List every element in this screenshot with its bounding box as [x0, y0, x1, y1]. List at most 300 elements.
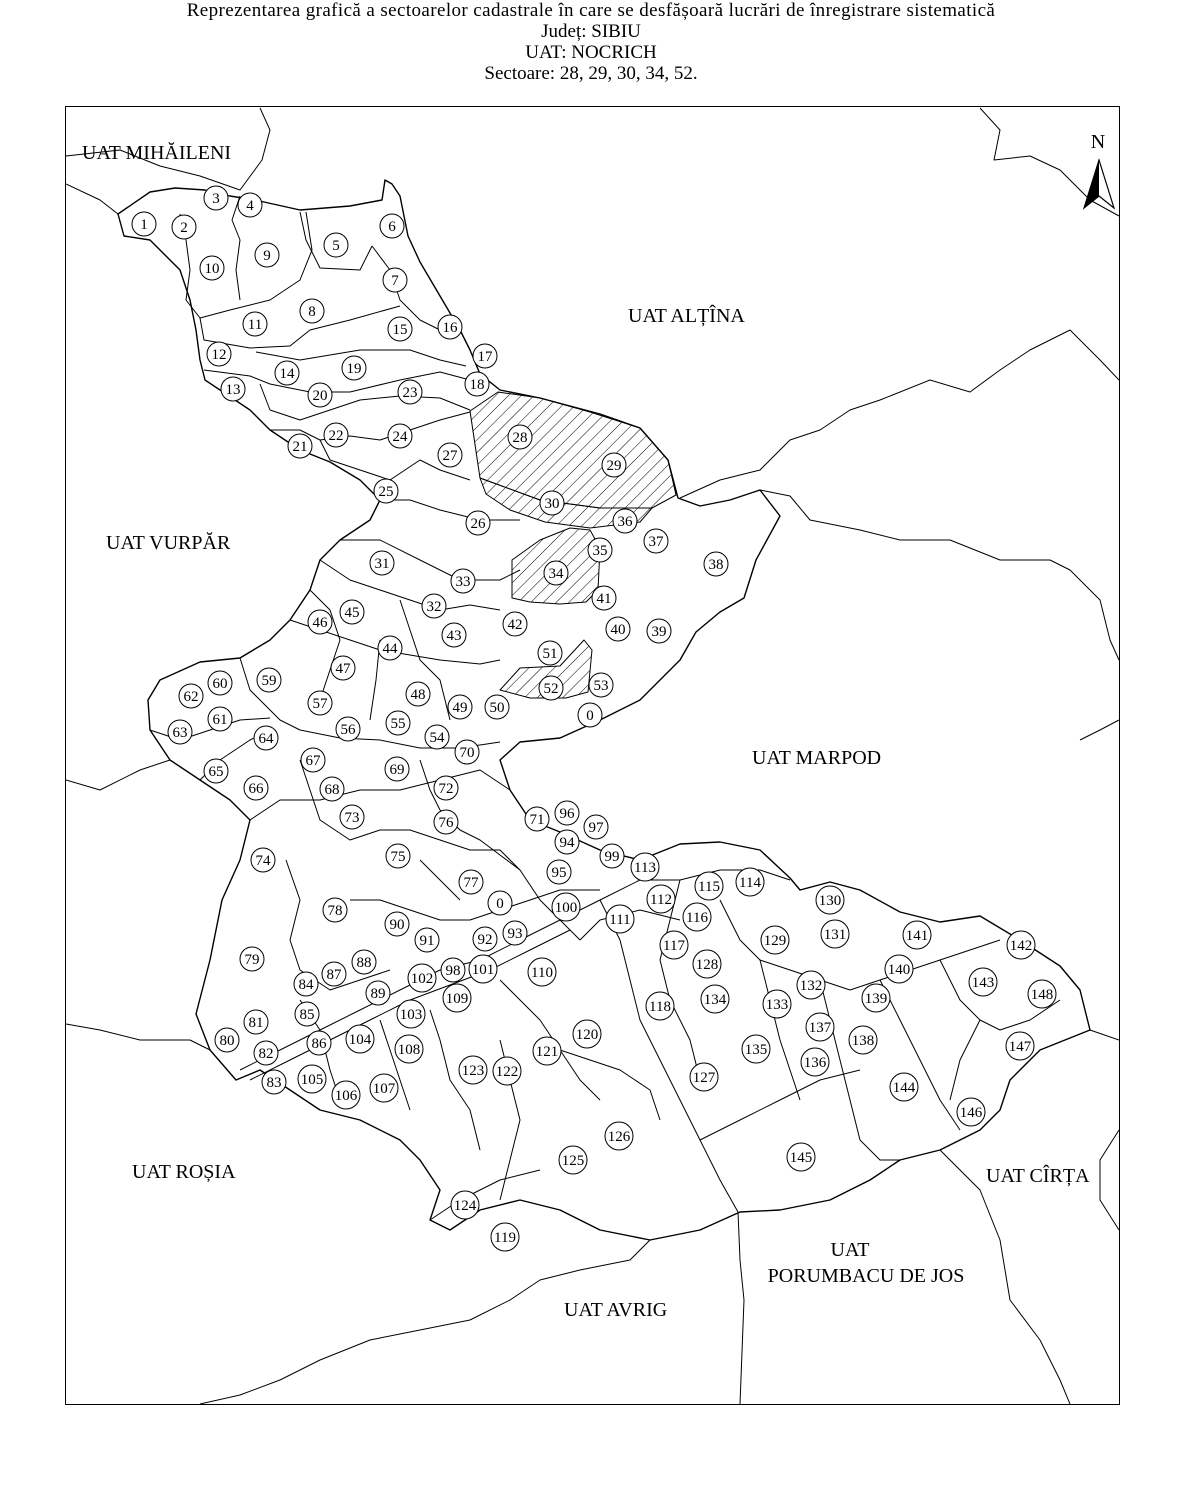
sector-143	[969, 968, 997, 996]
sector-number: 64	[258, 731, 274, 747]
sector-number: 137	[808, 1020, 832, 1036]
sector-number: 51	[542, 646, 558, 662]
sector-number: 139	[864, 991, 888, 1007]
sector-number: 13	[225, 382, 241, 398]
sector-86	[307, 1031, 331, 1055]
sector-115	[695, 872, 723, 900]
sector-113	[631, 853, 659, 881]
sector-number: 141	[905, 928, 929, 944]
sector-76	[434, 810, 458, 834]
sector-11	[243, 312, 267, 336]
sector-number: 127	[692, 1070, 716, 1086]
sector-138	[849, 1026, 877, 1054]
sector-number: 55	[390, 716, 406, 732]
sector-number: 88	[356, 955, 372, 971]
sector-130	[816, 886, 844, 914]
sector-22	[324, 423, 348, 447]
sector-89	[366, 981, 390, 1005]
sector-41	[592, 586, 616, 610]
sector-number: 128	[695, 957, 719, 973]
sector-28	[508, 425, 532, 449]
sector-number: 144	[892, 1080, 916, 1096]
sector-105	[298, 1065, 326, 1093]
sector-134	[701, 985, 729, 1013]
sector-49	[448, 695, 472, 719]
sector-82	[254, 1041, 278, 1065]
sector-number: 29	[606, 458, 622, 474]
sector-number: 43	[446, 628, 462, 644]
sector-103	[397, 1000, 425, 1028]
sector-number: 72	[438, 781, 454, 797]
sector-80	[215, 1028, 239, 1052]
sector-8	[300, 299, 324, 323]
sector-number: 17	[477, 349, 493, 365]
sector-92	[473, 927, 497, 951]
sector-number: 23	[402, 385, 418, 401]
sector-95	[547, 860, 571, 884]
sector-30	[540, 491, 564, 515]
sector-number: 37	[648, 534, 664, 550]
sector-65	[204, 759, 228, 783]
sector-number: 49	[452, 700, 468, 716]
sector-36	[613, 509, 637, 533]
sector-46	[308, 610, 332, 634]
sector-number: 147	[1008, 1039, 1032, 1055]
sector-48	[406, 682, 430, 706]
sector-40	[606, 617, 630, 641]
sector-number: 27	[442, 448, 458, 464]
sector-number: 126	[607, 1129, 631, 1145]
sector-number: 65	[208, 764, 224, 780]
sector-number: 53	[593, 678, 609, 694]
sector-71	[525, 807, 549, 831]
sector-98	[441, 958, 465, 982]
sector-125	[559, 1146, 587, 1174]
sector-100	[552, 893, 580, 921]
neighbor-label-vurpar: UAT VURPĂR	[106, 532, 231, 554]
sector-number: 131	[823, 927, 847, 943]
sector-number: 145	[789, 1150, 813, 1166]
sector-number: 47	[335, 661, 351, 677]
sector-91	[415, 928, 439, 952]
sector-number: 44	[382, 641, 398, 657]
sector-number: 138	[851, 1033, 875, 1049]
sector-3	[204, 186, 228, 210]
sector-number: 107	[372, 1081, 396, 1097]
sector-number: 132	[799, 978, 823, 994]
sector-119	[491, 1223, 519, 1251]
sector-number: 26	[470, 516, 486, 532]
sector-123	[459, 1056, 487, 1084]
sector-20	[308, 383, 332, 407]
sector-136	[801, 1048, 829, 1076]
sector-59	[257, 668, 281, 692]
sector-140	[885, 955, 913, 983]
sector-90	[385, 912, 409, 936]
sector-number: 93	[507, 926, 523, 942]
sector-number: 148	[1030, 987, 1054, 1003]
sector-number: 130	[818, 893, 842, 909]
sector-number: 96	[559, 806, 575, 822]
sector-135	[742, 1035, 770, 1063]
sector-number: 34	[548, 566, 564, 582]
sector-number: 90	[389, 917, 405, 933]
sector-number: 36	[617, 514, 633, 530]
sector-93	[503, 921, 527, 945]
sector-number: 82	[258, 1046, 274, 1062]
sector-94	[555, 830, 579, 854]
sector-14	[275, 361, 299, 385]
neighbor-label-rosia: UAT ROȘIA	[132, 1161, 236, 1183]
sector-number: 98	[445, 963, 461, 979]
sector-18	[465, 372, 489, 396]
sector-9	[255, 243, 279, 267]
sector-78	[323, 898, 347, 922]
sector-number: 122	[495, 1064, 519, 1080]
sector-number: 19	[346, 361, 362, 377]
sector-number: 0	[496, 896, 504, 912]
neighbor-boundaries	[66, 108, 1119, 1404]
sector-number: 104	[348, 1032, 372, 1048]
sector-number: 63	[172, 725, 188, 741]
sector-116	[683, 903, 711, 931]
sector-number: 75	[390, 849, 406, 865]
sector-12	[207, 342, 231, 366]
sector-137	[806, 1013, 834, 1041]
sector-number: 28	[512, 430, 528, 446]
sector-64	[254, 726, 278, 750]
sector-66	[244, 776, 268, 800]
sector-number: 30	[544, 496, 560, 512]
sector-6	[380, 214, 404, 238]
sector-104	[346, 1025, 374, 1053]
sector-number: 4	[246, 198, 254, 214]
sector-133	[763, 990, 791, 1018]
sector-number: 62	[183, 689, 199, 705]
sector-number: 1	[140, 217, 148, 233]
sector-35	[588, 538, 612, 562]
sector-number: 112	[650, 892, 672, 908]
sector-number: 67	[305, 753, 321, 769]
sector-54	[425, 725, 449, 749]
sector-number: 135	[744, 1042, 768, 1058]
sector-42	[503, 612, 527, 636]
sector-number: 105	[300, 1072, 324, 1088]
sector-128	[693, 950, 721, 978]
sector-number: 35	[592, 543, 608, 559]
sector-126	[605, 1122, 633, 1150]
sector-number: 86	[311, 1036, 327, 1052]
sector-number: 85	[299, 1007, 315, 1023]
sector-number: 115	[698, 879, 720, 895]
sector-57	[308, 691, 332, 715]
sector-number: 110	[531, 965, 553, 981]
sector-88	[352, 950, 376, 974]
sector-number: 22	[328, 428, 344, 444]
sector-number: 146	[959, 1105, 983, 1121]
sector-number: 50	[489, 700, 505, 716]
sector-number: 56	[340, 722, 356, 738]
sector-69	[385, 757, 409, 781]
sector-number: 118	[649, 999, 671, 1015]
sector-number: 100	[554, 900, 578, 916]
sector-number: 143	[971, 975, 995, 991]
neighbor-label-mihaileni: UAT MIHĂILENI	[82, 142, 232, 164]
sector-number: 117	[663, 938, 685, 954]
sector-number: 12	[211, 347, 227, 363]
sector-number: 79	[244, 952, 260, 968]
sector-number: 133	[765, 997, 789, 1013]
sector-132	[797, 971, 825, 999]
sector-110	[528, 958, 556, 986]
sector-number: 48	[410, 687, 426, 703]
sector-43	[442, 623, 466, 647]
sector-146	[957, 1098, 985, 1126]
sector-148	[1028, 980, 1056, 1008]
sector-number: 45	[344, 605, 360, 621]
sectors-label: Sectoare: 28, 29, 30, 34, 52.	[484, 63, 698, 84]
sector-108	[395, 1035, 423, 1063]
sector-33	[451, 569, 475, 593]
neighbor-labels	[82, 141, 1090, 1321]
county-label: Județ: SIBIU	[541, 21, 641, 42]
sector-5	[324, 233, 348, 257]
sector-142	[1007, 931, 1035, 959]
sector-number: 71	[529, 812, 545, 828]
sector-number: 140	[887, 962, 911, 978]
sector-number: 121	[535, 1044, 559, 1060]
sector-44	[378, 636, 402, 660]
sector-number: 103	[399, 1007, 423, 1023]
sector-number: 24	[392, 429, 408, 445]
neighbor-label-altina: UAT ALȚÎNA	[628, 305, 745, 327]
internal-boundaries	[150, 196, 1060, 1220]
sector-68	[320, 777, 344, 801]
sector-number: 114	[739, 875, 761, 891]
sector-45	[340, 600, 364, 624]
sector-number: 6	[388, 219, 396, 235]
sector-53	[589, 673, 613, 697]
sector-number: 99	[604, 849, 620, 865]
sector-number: 57	[312, 696, 328, 712]
sector-85	[295, 1002, 319, 1026]
sector-60	[208, 671, 232, 695]
sector-62	[179, 684, 203, 708]
sector-121	[533, 1037, 561, 1065]
sector-number: 9	[263, 248, 271, 264]
sector-31	[370, 551, 394, 575]
sector-145	[787, 1143, 815, 1171]
sector-number: 38	[708, 557, 724, 573]
sector-number: 46	[312, 615, 328, 631]
neighbor-label-cirta: UAT CÎRȚA	[986, 1165, 1090, 1187]
sector-106	[332, 1081, 360, 1109]
sector-number: 7	[391, 273, 399, 289]
sector-96	[555, 801, 579, 825]
neighbor-label-porumbacu-line2: PORUMBACU DE JOS	[767, 1265, 965, 1287]
sector-number: 142	[1009, 938, 1033, 954]
north-label: N	[1090, 131, 1106, 153]
sector-number: 25	[378, 484, 394, 500]
sector-number: 91	[419, 933, 435, 949]
sector-number: 41	[596, 591, 612, 607]
sector-52	[539, 676, 563, 700]
sector-17	[473, 344, 497, 368]
sector-144	[890, 1073, 918, 1101]
sector-114	[736, 868, 764, 896]
sector-70	[455, 740, 479, 764]
sector-74	[251, 848, 275, 872]
sector-87	[322, 962, 346, 986]
sector-number: 116	[686, 910, 708, 926]
sector-127	[690, 1063, 718, 1091]
sector-13	[221, 377, 245, 401]
sector-number: 125	[561, 1153, 585, 1169]
sector-number: 8	[308, 304, 316, 320]
sector-21	[288, 434, 312, 458]
sector-19	[342, 356, 366, 380]
sector-number: 87	[326, 967, 342, 983]
sector-number: 52	[543, 681, 559, 697]
sector-number: 106	[334, 1088, 358, 1104]
sector-63	[168, 720, 192, 744]
sector-111	[606, 905, 634, 933]
sector-labels	[132, 186, 1056, 1251]
sector-number: 11	[247, 317, 263, 333]
sector-number: 113	[634, 860, 656, 876]
sector-79	[240, 947, 264, 971]
sector-109	[443, 984, 471, 1012]
sector-number: 42	[507, 617, 523, 633]
sector-number: 78	[327, 903, 343, 919]
sector-number: 83	[266, 1075, 282, 1091]
uat-label: UAT: NOCRICH	[525, 42, 657, 63]
sector-99	[600, 844, 624, 868]
neighbor-label-porumbacu-line1: UAT	[830, 1239, 870, 1261]
sector-16	[438, 315, 462, 339]
sector-number: 68	[324, 782, 340, 798]
sector-number: 134	[703, 992, 727, 1008]
sector-75	[386, 844, 410, 868]
sector-15	[388, 317, 412, 341]
sector-number: 2	[180, 220, 188, 236]
sector-number: 21	[292, 439, 308, 455]
sector-number: 101	[471, 962, 495, 978]
sector-84	[294, 972, 318, 996]
neighbor-label-avrig: UAT AVRIG	[564, 1299, 668, 1321]
sector-147	[1006, 1032, 1034, 1060]
sector-131	[821, 920, 849, 948]
sector-number: 124	[453, 1198, 477, 1214]
sector-number: 95	[551, 865, 567, 881]
sector-number: 18	[469, 377, 485, 393]
sector-number: 31	[374, 556, 390, 572]
sector-27	[438, 443, 462, 467]
sector-number: 76	[438, 815, 454, 831]
sector-23	[398, 380, 422, 404]
sector-number: 61	[212, 712, 228, 728]
sector-38	[704, 552, 728, 576]
sector-number: 0	[586, 708, 594, 724]
sector-number: 69	[389, 762, 405, 778]
sector-number: 77	[463, 875, 479, 891]
sector-0	[578, 703, 602, 727]
sector-117	[660, 931, 688, 959]
sector-97	[584, 815, 608, 839]
sector-118	[646, 992, 674, 1020]
sector-number: 73	[344, 810, 360, 826]
sector-number: 14	[279, 366, 295, 382]
sector-107	[370, 1074, 398, 1102]
sector-number: 33	[455, 574, 471, 590]
sector-47	[331, 656, 355, 680]
sector-67	[301, 748, 325, 772]
sector-number: 54	[429, 730, 445, 746]
sector-112	[647, 885, 675, 913]
sector-number: 84	[298, 977, 314, 993]
sector-34	[544, 561, 568, 585]
sector-81	[244, 1010, 268, 1034]
sector-number: 60	[212, 676, 228, 692]
sector-number: 89	[370, 986, 386, 1002]
sector-number: 39	[651, 624, 667, 640]
sector-number: 120	[575, 1027, 599, 1043]
sector-number: 129	[763, 933, 787, 949]
sector-4	[238, 193, 262, 217]
sector-26	[466, 511, 490, 535]
sector-1	[132, 212, 156, 236]
sector-55	[386, 711, 410, 735]
map-lines	[66, 108, 1119, 1404]
sector-129	[761, 926, 789, 954]
sector-56	[336, 717, 360, 741]
sector-number: 40	[610, 622, 626, 638]
sector-number: 16	[442, 320, 458, 336]
sector-number: 20	[312, 388, 328, 404]
sector-122	[493, 1057, 521, 1085]
sector-77	[459, 870, 483, 894]
sector-number: 81	[248, 1015, 264, 1031]
sector-number: 70	[459, 745, 475, 761]
sector-number: 94	[559, 835, 575, 851]
sector-number: 92	[477, 932, 493, 948]
sector-number: 119	[494, 1230, 516, 1246]
sector-number: 32	[426, 599, 442, 615]
sector-101	[469, 955, 497, 983]
sector-7	[383, 268, 407, 292]
sector-25	[374, 479, 398, 503]
map-title: Reprezentarea grafică a sectoarelor cadastrale în care se desfășoară lucrări de înregistrare sistematică	[186, 0, 996, 21]
sector-number: 97	[588, 820, 604, 836]
sector-number: 136	[803, 1055, 827, 1071]
sector-10	[200, 256, 224, 280]
sector-number: 109	[445, 991, 469, 1007]
sector-120	[573, 1020, 601, 1048]
sector-102	[408, 964, 436, 992]
sector-139	[862, 984, 890, 1012]
sector-51	[538, 641, 562, 665]
neighbor-label-marpod: UAT MARPOD	[752, 747, 882, 769]
sector-number: 5	[332, 238, 340, 254]
sector-number: 80	[219, 1033, 235, 1049]
sector-141	[903, 921, 931, 949]
north-arrow	[1084, 131, 1114, 208]
sector-0-south	[488, 891, 512, 915]
sector-number: 123	[461, 1063, 485, 1079]
sector-number: 108	[397, 1042, 421, 1058]
sector-73	[340, 805, 364, 829]
sector-number: 102	[410, 971, 434, 987]
